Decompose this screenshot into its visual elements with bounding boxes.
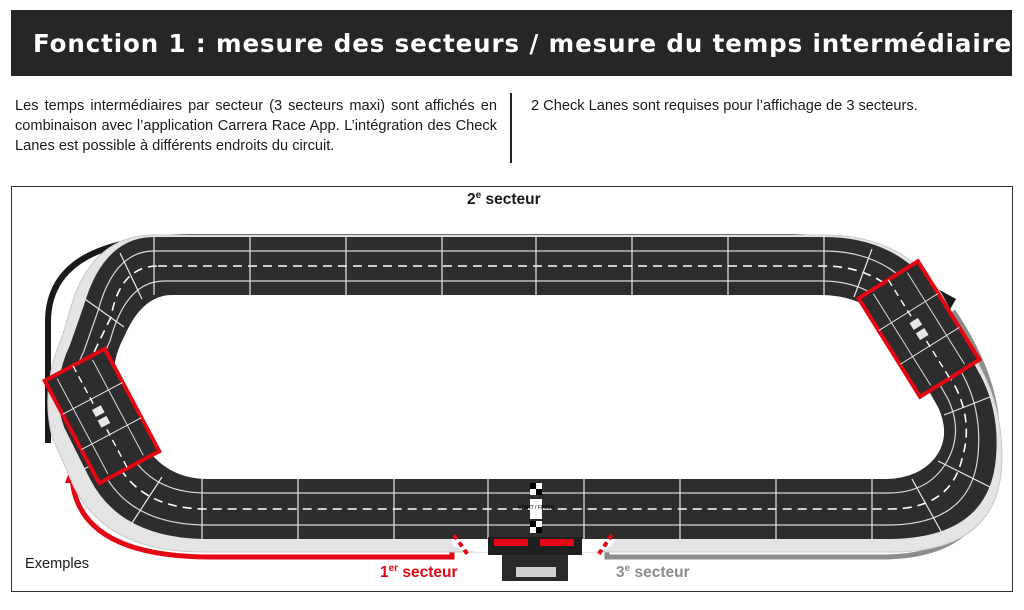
sector-1-number: 1 [380, 564, 389, 582]
control-unit [452, 535, 616, 581]
sector-3-text: secteur [634, 564, 690, 582]
track-diagram [11, 186, 1013, 592]
intro-left-column [15, 96, 497, 156]
sector-2-number: 2 [467, 191, 476, 209]
intro-right-column [531, 96, 1011, 116]
start-finish-label: START / FINISH [517, 505, 555, 511]
sector-2-text: secteur [485, 191, 541, 209]
sector-2-label [467, 190, 541, 209]
sector-1-label [380, 563, 458, 582]
intro-left-text: Les temps intermédiaires par secteur (3 secteurs maxi) sont affichés en combinaison avec l’application Carrera Race App. L’intégration des Check Lanes est possible à différents endroits du circuit. [15, 98, 497, 154]
page-header [11, 10, 1012, 76]
page-title: Fonction 1 : mesure des secteurs / mesure du temps intermédiaire [33, 28, 1013, 58]
sector-1-suffix: er [388, 563, 399, 574]
track-infield [114, 295, 944, 479]
sector-2-suffix: e [475, 190, 482, 201]
column-divider [510, 93, 512, 163]
track-diagram-svg [12, 187, 1014, 593]
sector-3-number: 3 [616, 564, 625, 582]
examples-label: Exemples [25, 556, 90, 572]
sector-1-text: secteur [402, 564, 458, 582]
sector-3-label [616, 563, 690, 582]
sector-3-suffix: e [624, 563, 631, 574]
intro-right-text: 2 Check Lanes sont requises pour l’affichage de 3 secteurs. [531, 98, 918, 114]
